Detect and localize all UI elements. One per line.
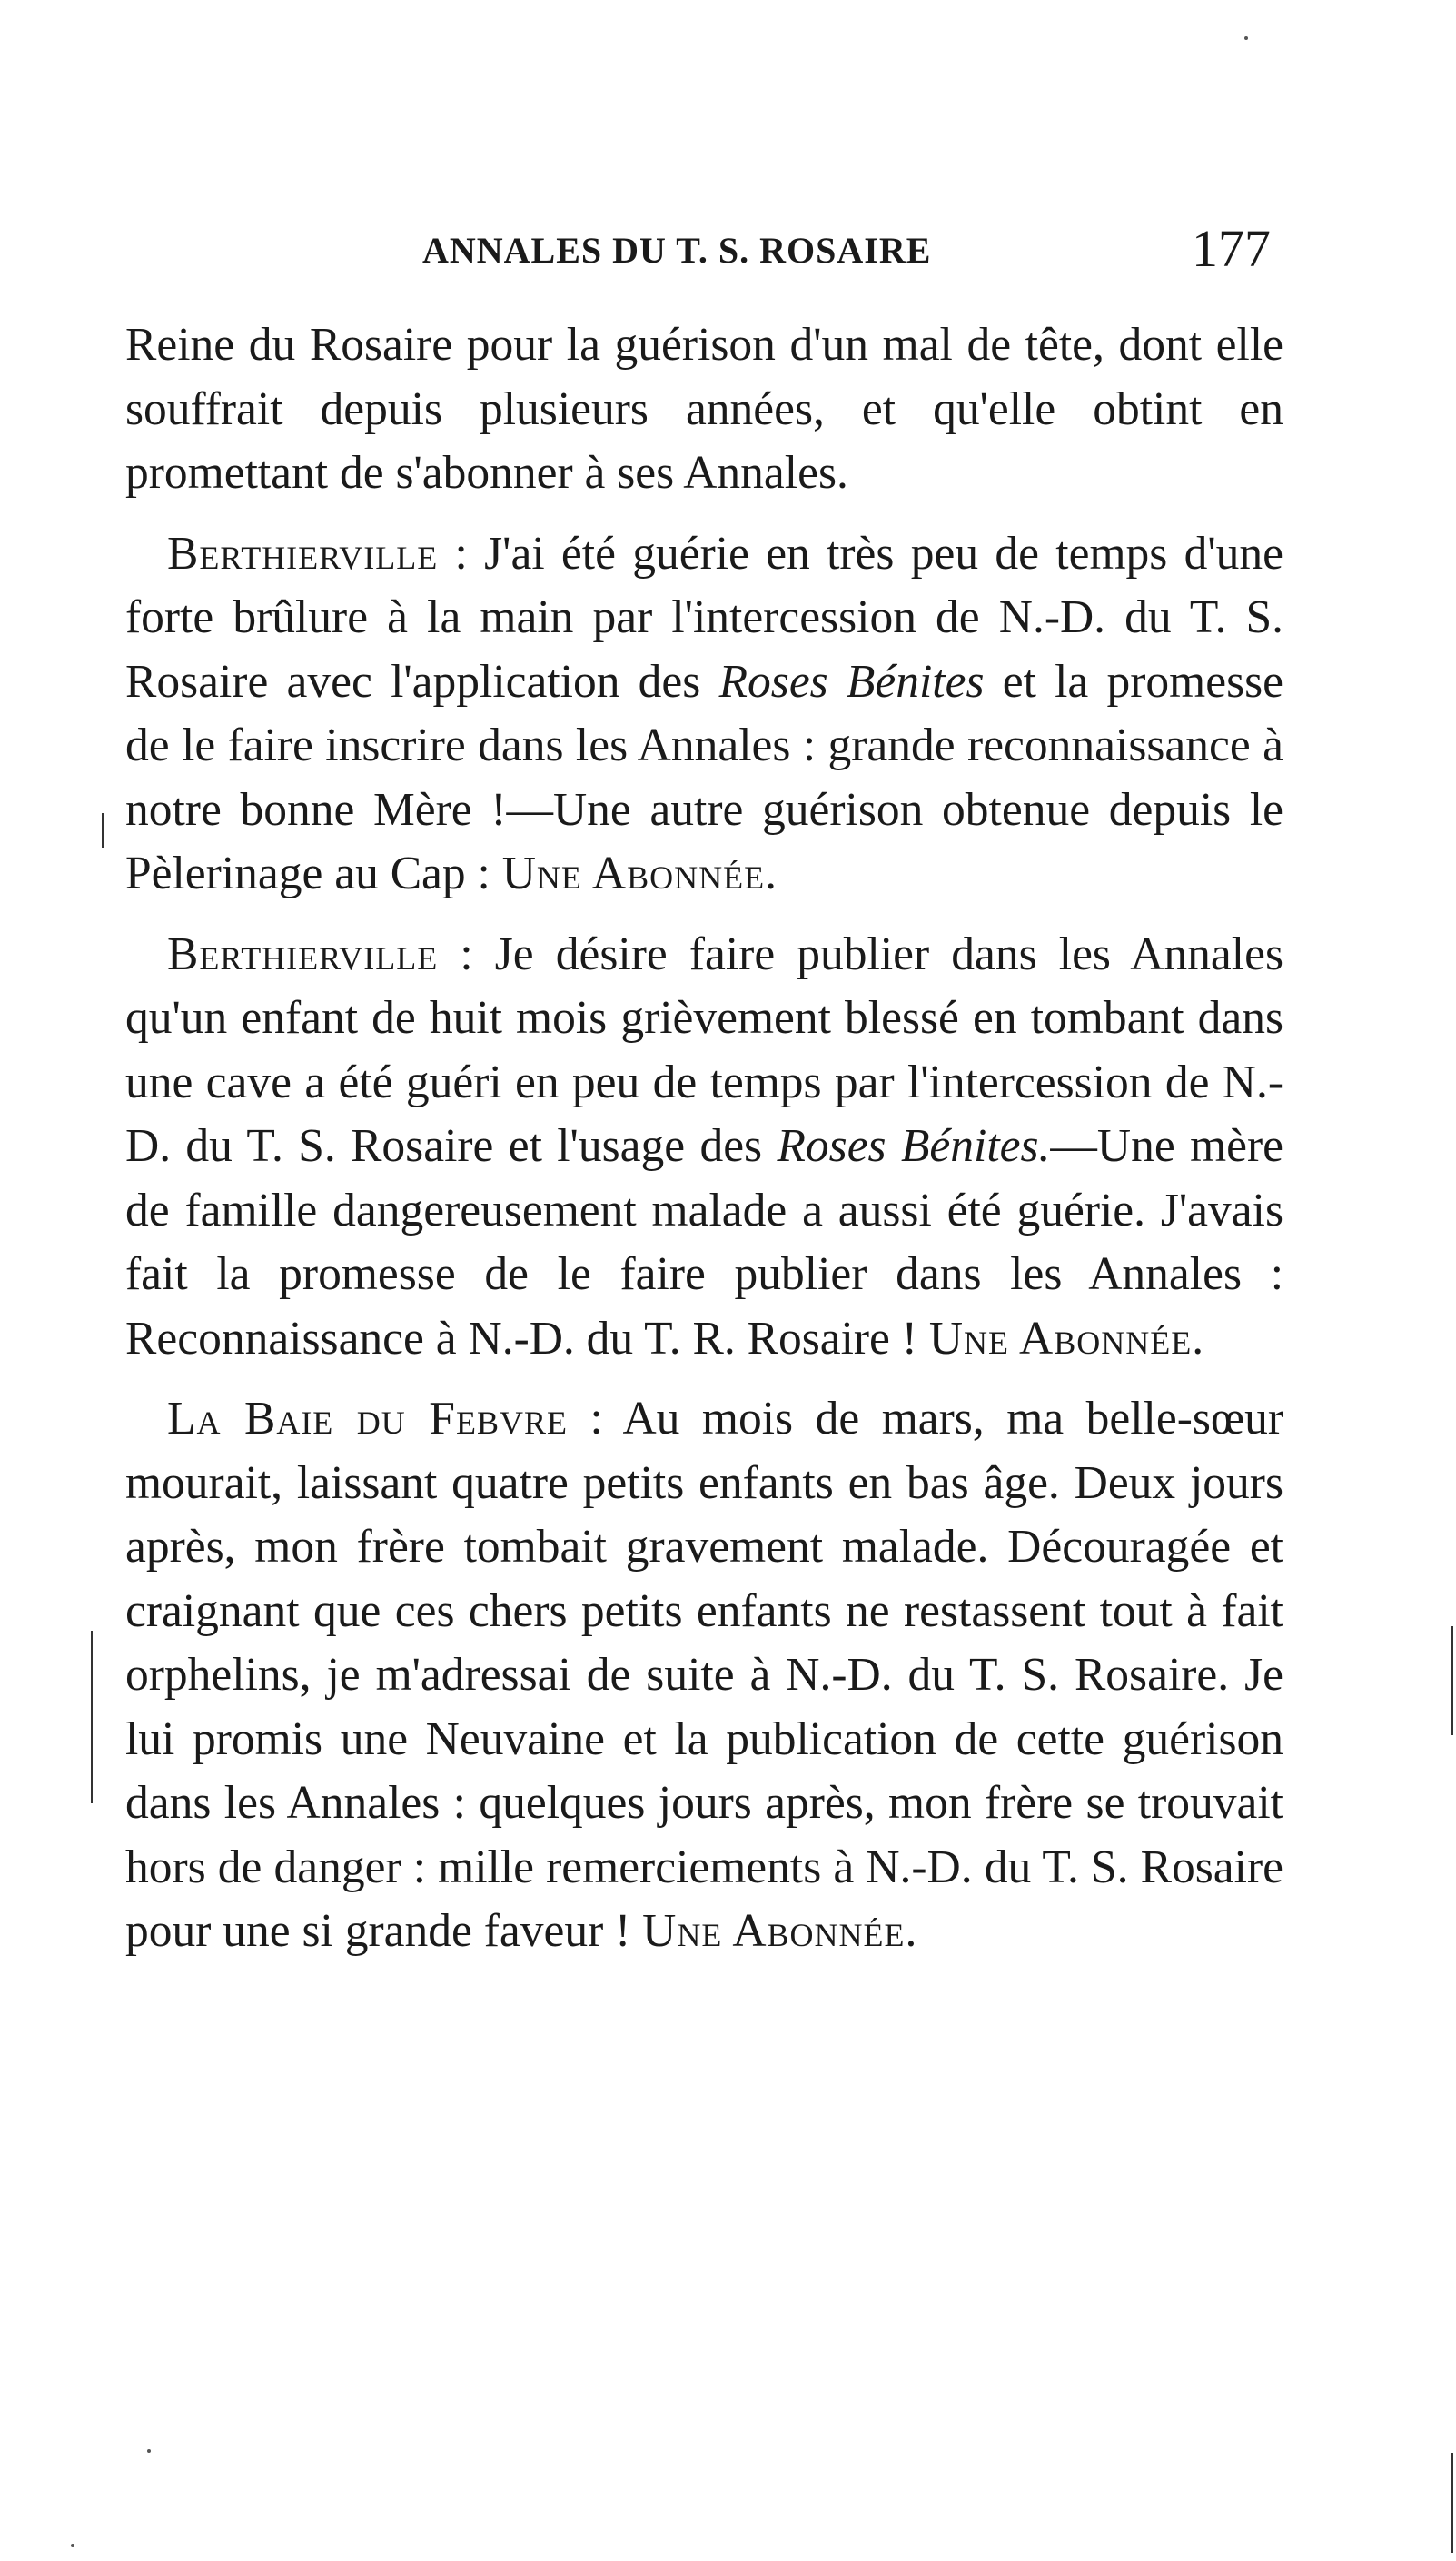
scan-speck xyxy=(1244,36,1248,40)
paragraph-text: : J'ai été guérie en très peu de temps d'une forte brûlure à la main par l'intercession de N.-D. du T. S. Rosaire avec l'application des xyxy=(125,527,1283,708)
margin-scan-mark xyxy=(102,813,104,848)
signature: Une Abonnée. xyxy=(642,1905,918,1957)
page-number: 177 xyxy=(1192,219,1271,278)
signature: Une Abonnée. xyxy=(501,848,778,899)
paragraph-testimony xyxy=(125,923,1283,1372)
italic-phrase: Roses Bénites. xyxy=(777,1120,1051,1172)
place-name: La Baie du Febvre xyxy=(167,1393,568,1444)
place-name: Berthierville xyxy=(167,928,439,980)
paragraph-testimony xyxy=(125,1387,1283,1964)
margin-scan-mark xyxy=(91,1631,93,1803)
signature: Une Abonnée. xyxy=(928,1312,1205,1365)
scan-speck xyxy=(147,2449,151,2453)
margin-scan-mark xyxy=(1451,1626,1453,1735)
paragraph-testimony xyxy=(125,522,1283,907)
paragraph-text: —Une mère de famille dangereusement malade a aussi été guérie. J'avais fait la promesse de le faire publier dans les Annales : Reconnaissance à N.-D. du T. R. Rosaire ! xyxy=(125,1120,1283,1365)
place-name: Berthierville xyxy=(167,527,439,580)
paragraph-text: Reine du Rosaire pour la guérison d'un mal de tête, dont elle souffrait depuis plusieurs années, et qu'elle obtint en promettant de s'abonner à ses Annales. xyxy=(125,319,1283,499)
margin-scan-mark xyxy=(1451,2453,1453,2553)
paragraph-text: : Je désire faire publier dans les Annales qu'un enfant de huit mois grièvement blessé en tombant dans une cave a été guéri en peu de temps par l'intercession de N.-D. du T. S. Rosaire et l'usage des xyxy=(125,928,1283,1172)
running-title: ANNALES DU T. S. ROSAIRE xyxy=(422,230,932,271)
page-body xyxy=(125,313,1283,1980)
paragraph-continued xyxy=(125,313,1283,506)
paragraph-text: : Au mois de mars, ma belle-sœur mourait, laissant quatre petits enfants en bas âge. Deux jours après, mon frère tombait gravement malade. Découragée et craignant que ces chers petits enfants ne restassent tout à fait orphelins, je m'adressai de suite à N.-D. du T. S. Rosaire. Je lui promis une Neuvaine et la publication de cette guérison dans les Annales : quelques jours après, mon frère se trouvait hors de danger : mille remerciements à N.-D. du T. S. Rosaire pour une si grande faveur ! xyxy=(125,1393,1283,1957)
italic-phrase: Roses Bénites xyxy=(718,655,985,708)
scan-speck xyxy=(71,2544,74,2547)
paragraph-text: et la promesse de le faire inscrire dans les Annales : grande reconnaissance à notre bonne Mère !—Une autre guérison obtenue depuis le Pèlerinage au Cap : xyxy=(125,655,1284,899)
